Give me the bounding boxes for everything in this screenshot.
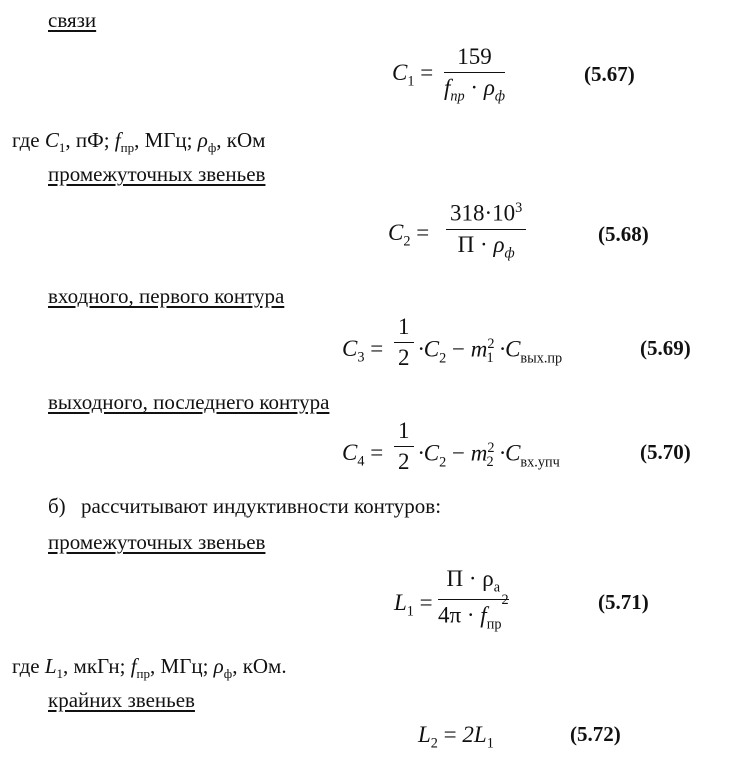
heading-promezhutochnyh-2: промежуточных звеньев [48,530,266,554]
item-b-marker: б) [48,494,66,518]
eq-569-half: 1 2 [394,314,414,371]
eq-569-rhs: $\cdot C_2 - m^2_1 \cdot C_{вых.пр}$ [418,336,563,367]
eq-567-lhs: $C_1$ = [392,60,434,90]
eq-572: $L_2 = 2L_1$ [418,722,494,752]
eq-570-lhs: $C_4$ = [342,440,384,470]
eq-570-number: (5.70) [640,440,691,464]
eq-572-number: (5.72) [570,722,621,746]
item-b [48,494,441,519]
eq-567-fraction [444,44,505,106]
eq-571-numerator: $П \cdot \rho_а$ [446,566,501,596]
heading-svyazi: связи [48,8,97,32]
eq-569-lhs: $C_3$ = [342,336,384,366]
heading-promezhutochnyh-1: промежуточных звеньев [48,162,266,186]
eq-568-lhs: $C_2$ = [388,220,430,250]
eq-570-rhs: $\cdot C_2 - m^2_2 \cdot C_{вх.упч}$ [418,440,560,471]
eq-567-denominator: $f_{пр} \cdot \rho_ф$ [444,75,505,105]
eq-567-numerator: 159 [457,44,492,69]
eq-568-denominator: $П \cdot \rho_ф$ [457,231,515,262]
eq-571-denominator: $4\pi \cdot f_{пр}^2$ [438,591,509,632]
eq-571-number: (5.71) [598,590,649,614]
eq-568-number: (5.68) [598,222,649,246]
heading-vhodnogo: входного, первого контура [48,284,285,308]
heading-vyhodnogo: выходного, последнего контура [48,390,330,414]
eq-569-number: (5.69) [640,336,691,360]
eq-570-half: 1 2 [394,418,414,475]
heading-krainih: крайних звеньев [48,688,195,712]
eq-571-fraction [438,566,509,633]
eq-567-number: (5.67) [584,62,635,86]
eq-568-fraction [446,200,526,262]
item-b-text: рассчитывают индуктивности контуров: [80,494,442,518]
eq-571-lhs: $L_1$ = [394,590,433,620]
where-line-1: где $C_1$, пФ; $f_{пр}$, МГц; $\rho_ф$, кОм [12,128,266,156]
where-line-2: где $L_1$, мкГн; $f_{пр}$, МГц; $\rho_ф$, кОм. [12,654,287,682]
eq-568-numerator: $318\cdot 10^3$ [450,200,523,226]
